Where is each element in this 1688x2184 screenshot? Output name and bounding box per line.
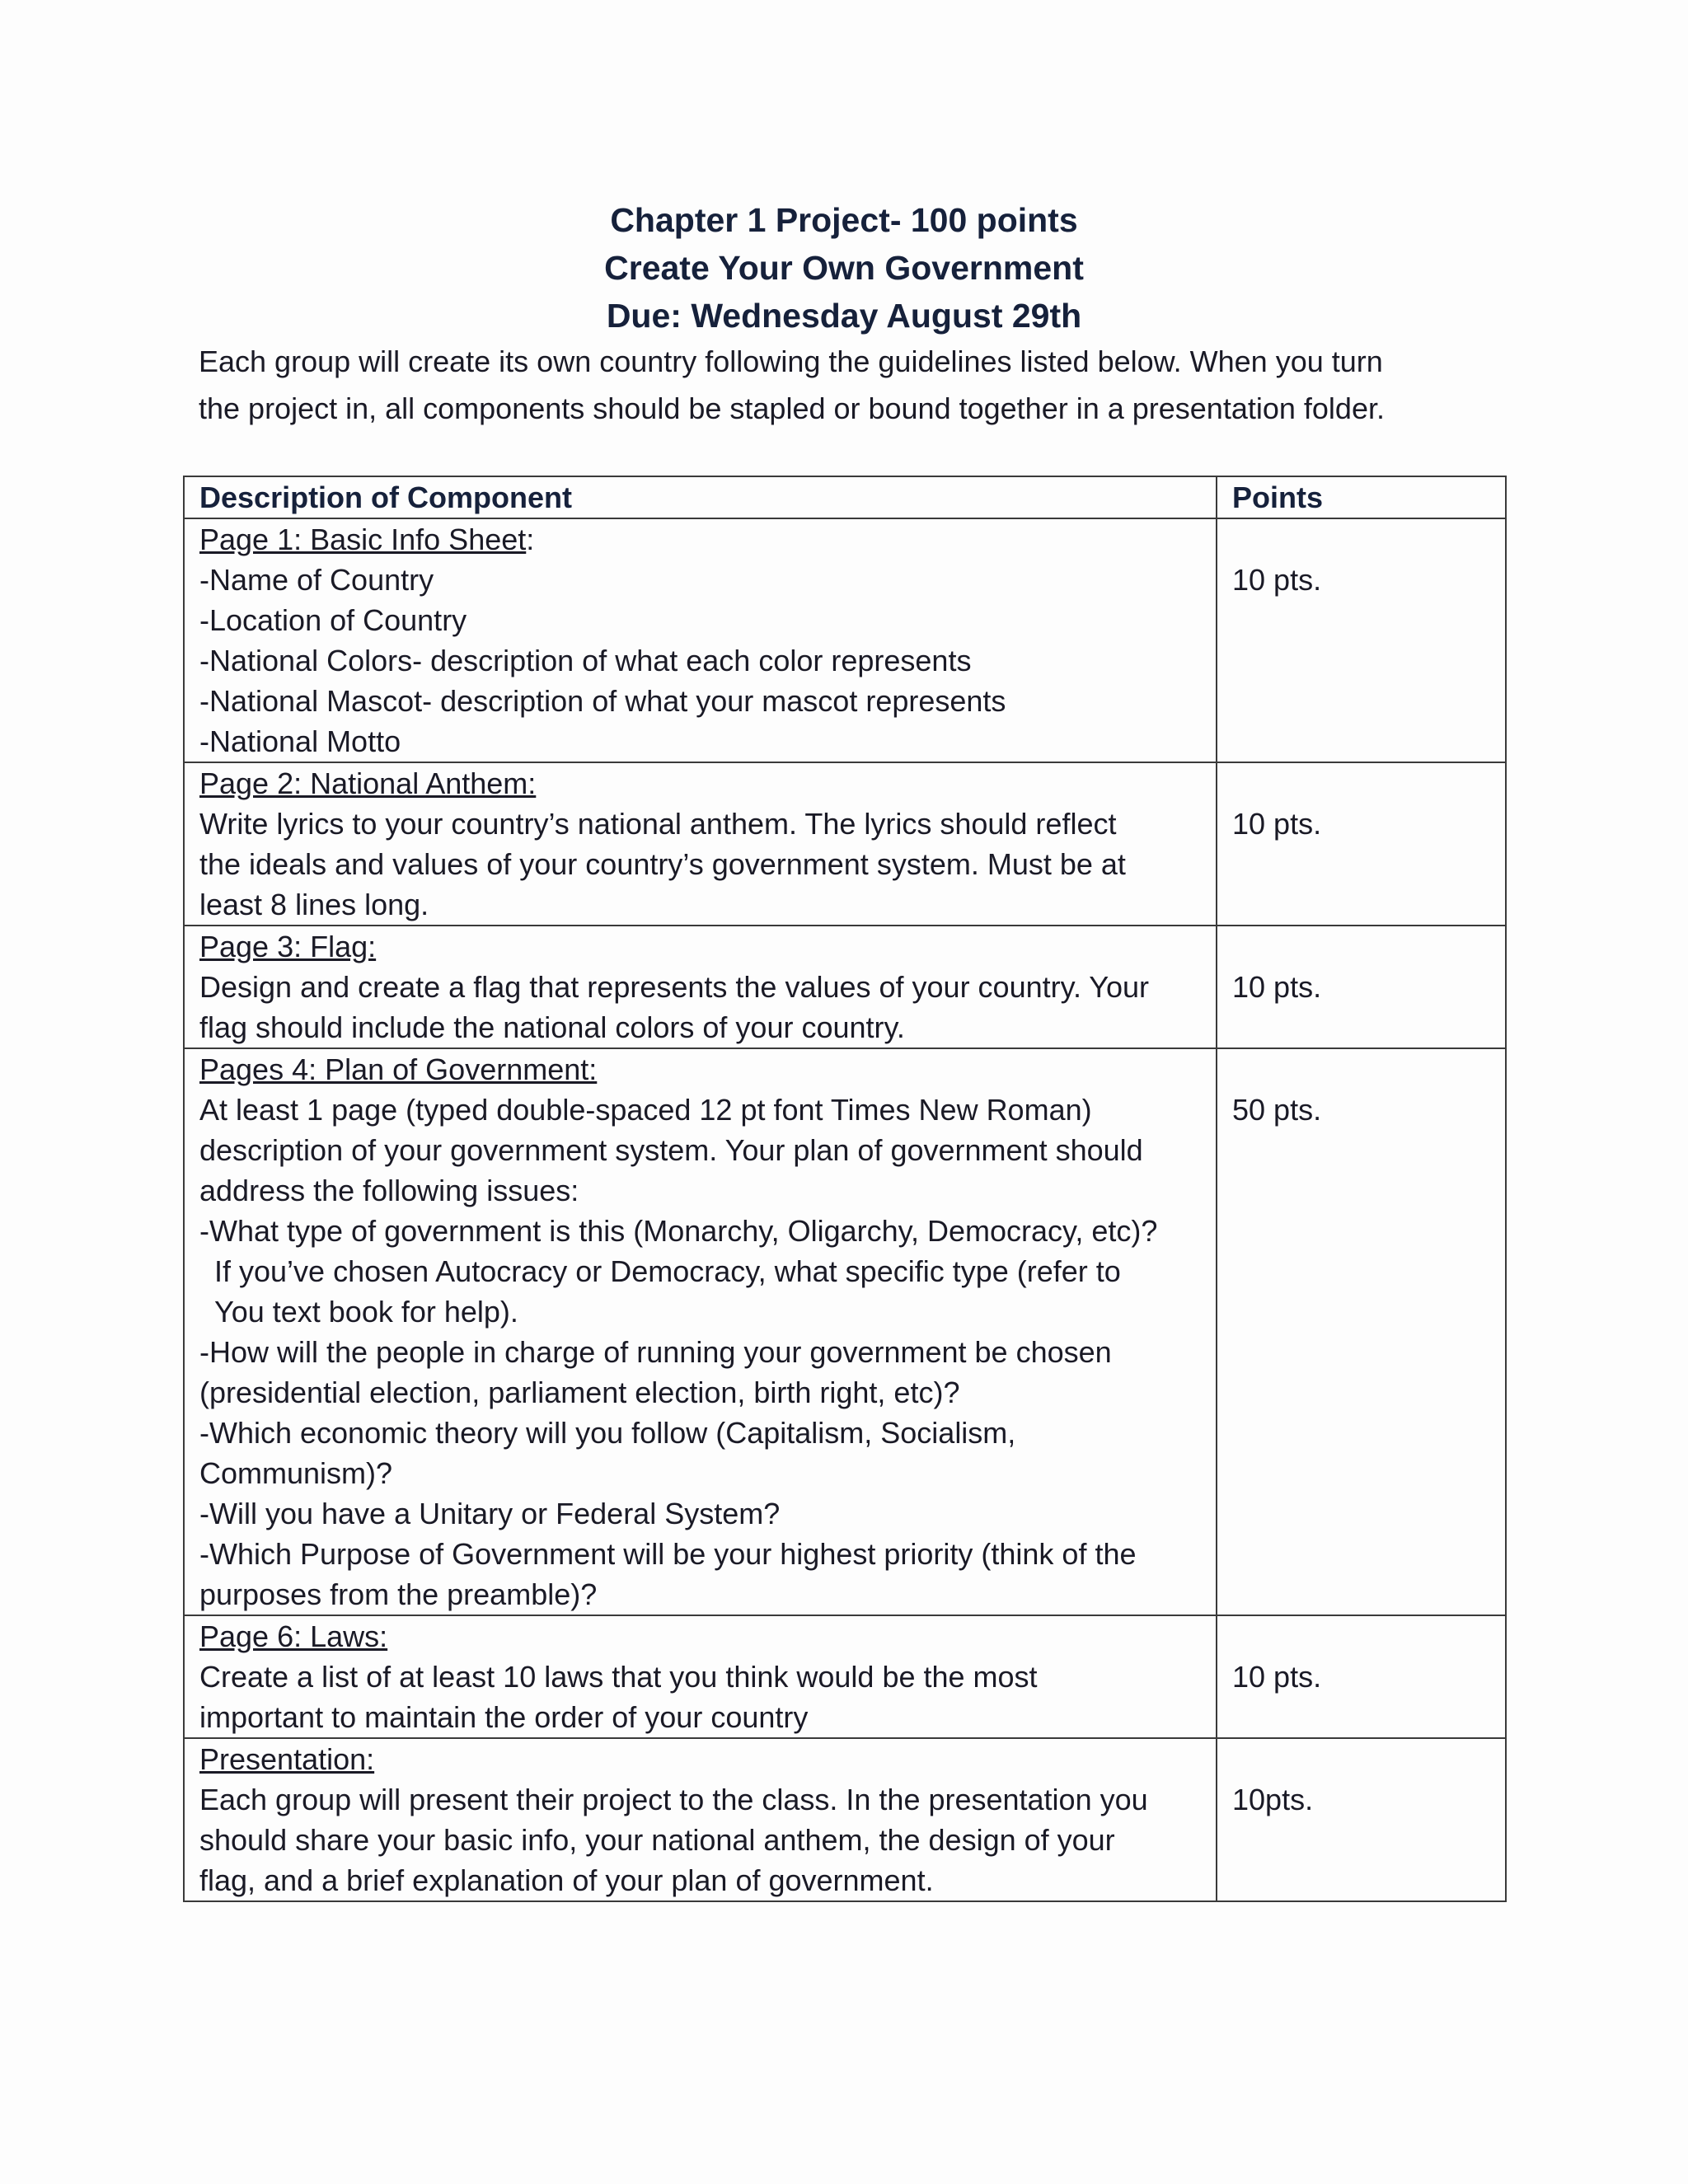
description-cell: [184, 762, 1217, 926]
component-title-suffix: :: [526, 523, 535, 556]
description-line: Each group will present their project to the class. In the presentation you: [199, 1783, 1148, 1816]
description-line: Create a list of at least 10 laws that you think would be the most: [199, 1660, 1038, 1694]
table-row-national-anthem: [184, 762, 1506, 926]
intro-line: Each group will create its own country following the guidelines listed below. When you turn: [199, 344, 1383, 378]
table-row-basic-info: [184, 518, 1506, 762]
description-cell: [184, 518, 1217, 762]
description-line: the ideals and values of your country’s government system. Must be at: [199, 847, 1126, 881]
component-title: Page 3: Flag:: [199, 930, 377, 963]
points-column-header: Points: [1217, 476, 1506, 518]
component-title: Pages 4: Plan of Government:: [199, 1052, 598, 1086]
table-header-row: [184, 476, 1506, 518]
description-line: (presidential election, parliament election, birth right, etc)?: [199, 1376, 960, 1409]
table-row-laws: [184, 1615, 1506, 1738]
description-line: Design and create a flag that represents the values of your country. Your: [199, 970, 1150, 1004]
description-line: Communism)?: [199, 1456, 393, 1490]
due-date: Due: Wednesday August 29th: [606, 297, 1082, 335]
points-cell: [1217, 1615, 1506, 1738]
description-line: flag, and a brief explanation of your plan of government.: [199, 1863, 934, 1897]
points-cell: [1217, 762, 1506, 926]
description-line: -National Mascot- description of what your mascot represents: [199, 684, 1006, 718]
description-line: -What type of government is this (Monarchy, Oligarchy, Democracy, etc)?: [199, 1214, 1158, 1248]
points-cell: [1217, 1738, 1506, 1901]
description-line: -Will you have a Unitary or Federal System?: [199, 1497, 781, 1530]
points-cell: [1217, 518, 1506, 762]
component-title: Page 2: National Anthem:: [199, 766, 537, 800]
description-line: -Location of Country: [199, 603, 467, 637]
description-line: least 8 lines long.: [199, 888, 429, 921]
description-cell: [184, 926, 1217, 1048]
description-line: -Which economic theory will you follow (Capitalism, Socialism,: [199, 1416, 1016, 1450]
table-row-plan-of-government: [184, 1048, 1506, 1615]
points-cell: [1217, 1048, 1506, 1615]
component-title: Presentation:: [199, 1742, 375, 1776]
page-subtitle: Create Your Own Government: [604, 249, 1084, 287]
points-value: 10 pts.: [1232, 970, 1322, 1004]
table-row-presentation: [184, 1738, 1506, 1901]
description-line: description of your government system. Your plan of government should: [199, 1133, 1143, 1167]
description-line: -How will the people in charge of running your government be chosen: [199, 1335, 1112, 1369]
description-cell: [184, 1615, 1217, 1738]
points-value: 10 pts.: [1232, 1660, 1322, 1694]
component-title: Page 1: Basic Info Sheet: [199, 523, 527, 556]
intro-paragraph: [199, 338, 1501, 432]
points-cell: [1217, 926, 1506, 1048]
description-line: important to maintain the order of your country: [199, 1700, 809, 1734]
document-header: [0, 196, 1688, 340]
points-value: 50 pts.: [1232, 1093, 1322, 1127]
description-line: should share your basic info, your national anthem, the design of your: [199, 1823, 1115, 1857]
description-line: -National Motto: [199, 724, 401, 758]
rubric-table: [183, 476, 1507, 1902]
description-line: purposes from the preamble)?: [199, 1577, 598, 1611]
points-value: 10 pts.: [1232, 563, 1322, 597]
description-line: flag should include the national colors of your country.: [199, 1010, 905, 1044]
description-line: If you’ve chosen Autocracy or Democracy, what specific type (refer to: [214, 1254, 1121, 1288]
description-line: -National Colors- description of what each color represents: [199, 644, 972, 677]
points-value: 10pts.: [1232, 1783, 1314, 1816]
description-line: -Name of Country: [199, 563, 434, 597]
description-line: -Which Purpose of Government will be your highest priority (think of the: [199, 1537, 1137, 1571]
description-line: At least 1 page (typed double-spaced 12 pt font Times New Roman): [199, 1093, 1092, 1127]
description-column-header: Description of Component: [184, 476, 1217, 518]
description-line: address the following issues:: [199, 1174, 579, 1207]
table-row-flag: [184, 926, 1506, 1048]
description-line: Write lyrics to your country’s national anthem. The lyrics should reflect: [199, 807, 1117, 841]
description-line: You text book for help).: [214, 1295, 518, 1329]
intro-line: the project in, all components should be stapled or bound together in a presentation folder.: [199, 391, 1385, 425]
component-title: Page 6: Laws:: [199, 1619, 388, 1653]
description-cell: [184, 1048, 1217, 1615]
page-title: Chapter 1 Project- 100 points: [610, 201, 1078, 239]
description-cell: [184, 1738, 1217, 1901]
points-value: 10 pts.: [1232, 807, 1322, 841]
